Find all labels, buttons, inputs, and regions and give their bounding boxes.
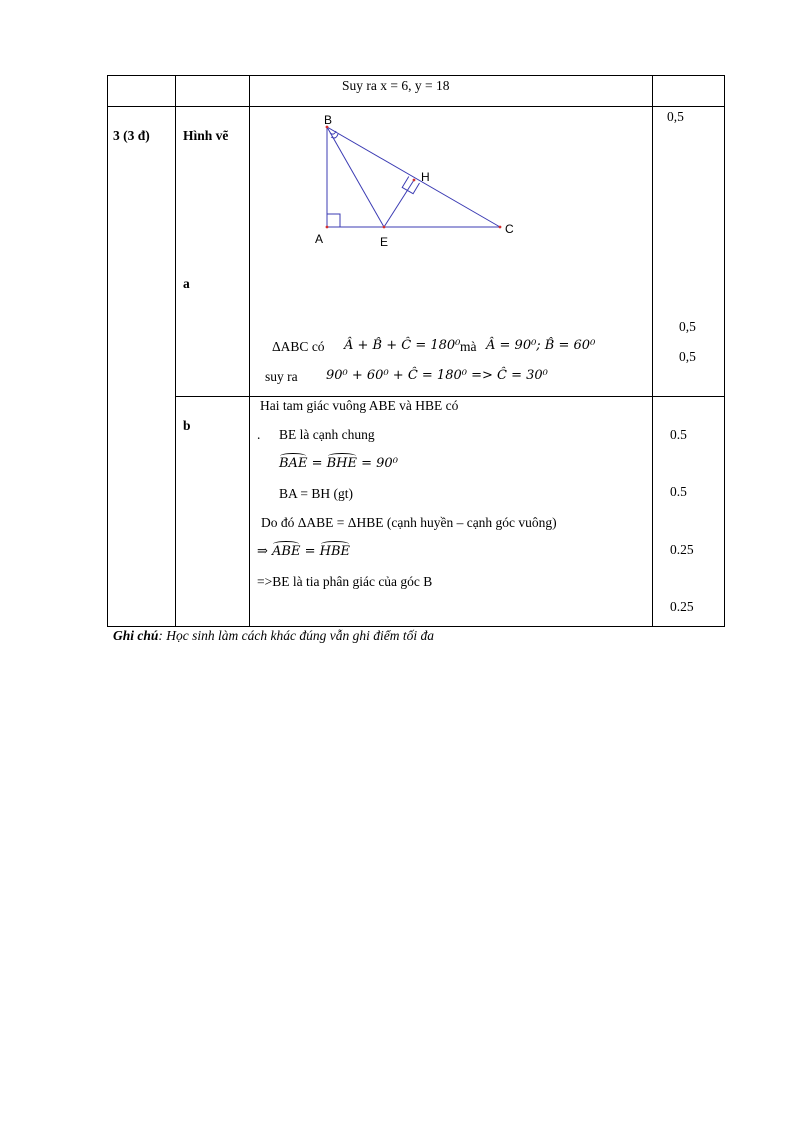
table-border-right [724,75,725,626]
part-b-line5: Do đó ΔABE = ΔHBE (cạnh huyền – cạnh góc vuông) [261,515,557,530]
label-c: C [505,222,514,236]
note-text: : Học sinh làm cách khác đúng vẫn ghi điểm tối đa [158,628,434,643]
score-b-2: 0.5 [670,484,687,499]
label-a: A [315,232,324,246]
segment-be [327,127,384,227]
label-e: E [380,235,389,249]
part-b-line1: Hai tam giác vuông ABE và HBE có [260,398,459,413]
table-row-divider [107,106,725,107]
part-a-line2-eq: 90⁰ + 60⁰ + Ĉ = 180⁰ => Ĉ = 30⁰ [326,368,548,383]
label-b: B [324,113,333,127]
part-a-label: a [183,276,190,291]
triangle-figure [300,108,530,253]
angle-bhe: BHE [326,456,357,471]
part-b-line7: =>BE là tia phân giác của góc B [257,574,433,589]
label-h: H [421,170,430,184]
footer-note [113,628,434,644]
note-label: Ghi chú [113,628,159,643]
table-border-top [107,75,725,76]
score-a-1: 0,5 [667,109,684,124]
angle-hbe: HBE [319,544,351,559]
score-b-4: 0.25 [670,599,694,614]
right-angle-a [327,214,340,227]
score-a-2: 0,5 [679,319,696,334]
implies-arrow: ⇒ [257,544,268,559]
part-a-line1-prefix: ΔABC có [272,339,325,354]
score-a-3: 0,5 [679,349,696,364]
part-b-line6: ⇒ ABE = HBE [257,544,351,559]
table-col-divider-1 [175,75,176,626]
figure-heading: Hình vẽ [183,128,229,143]
part-b-line3: BAE = BHE = 90⁰ [279,456,398,471]
row-top-conclusion: Suy ra x = 6, y = 18 [342,78,450,93]
part-a-line1-eq1: Â + B̂ + Ĉ = 180⁰ [344,338,461,353]
part-a-line1-mid: mà [460,339,477,354]
part-a-line2-prefix: suy ra [265,369,298,384]
table-row-divider-b [175,396,725,397]
part-b-bullet: . [257,427,261,442]
segment-bc [327,127,500,227]
angle-value: = 90⁰ [361,456,398,471]
table-col-divider-3 [652,75,653,626]
table-border-left [107,75,108,626]
score-b-3: 0.25 [670,542,694,557]
part-b-label: b [183,418,191,433]
angle-abe: ABE [272,544,301,559]
part-b-line2: BE là cạnh chung [279,427,375,442]
segment-eh [384,180,414,227]
table-border-bottom [107,626,725,627]
table-col-divider-2 [249,75,250,626]
question-label: 3 (3 đ) [113,128,150,143]
score-b-1: 0.5 [670,427,687,442]
part-b-line4: BA = BH (gt) [279,486,353,501]
angle-bae: BAE [279,456,308,471]
part-a-line1-eq2: Â = 90⁰; B̂ = 60⁰ [486,338,596,353]
